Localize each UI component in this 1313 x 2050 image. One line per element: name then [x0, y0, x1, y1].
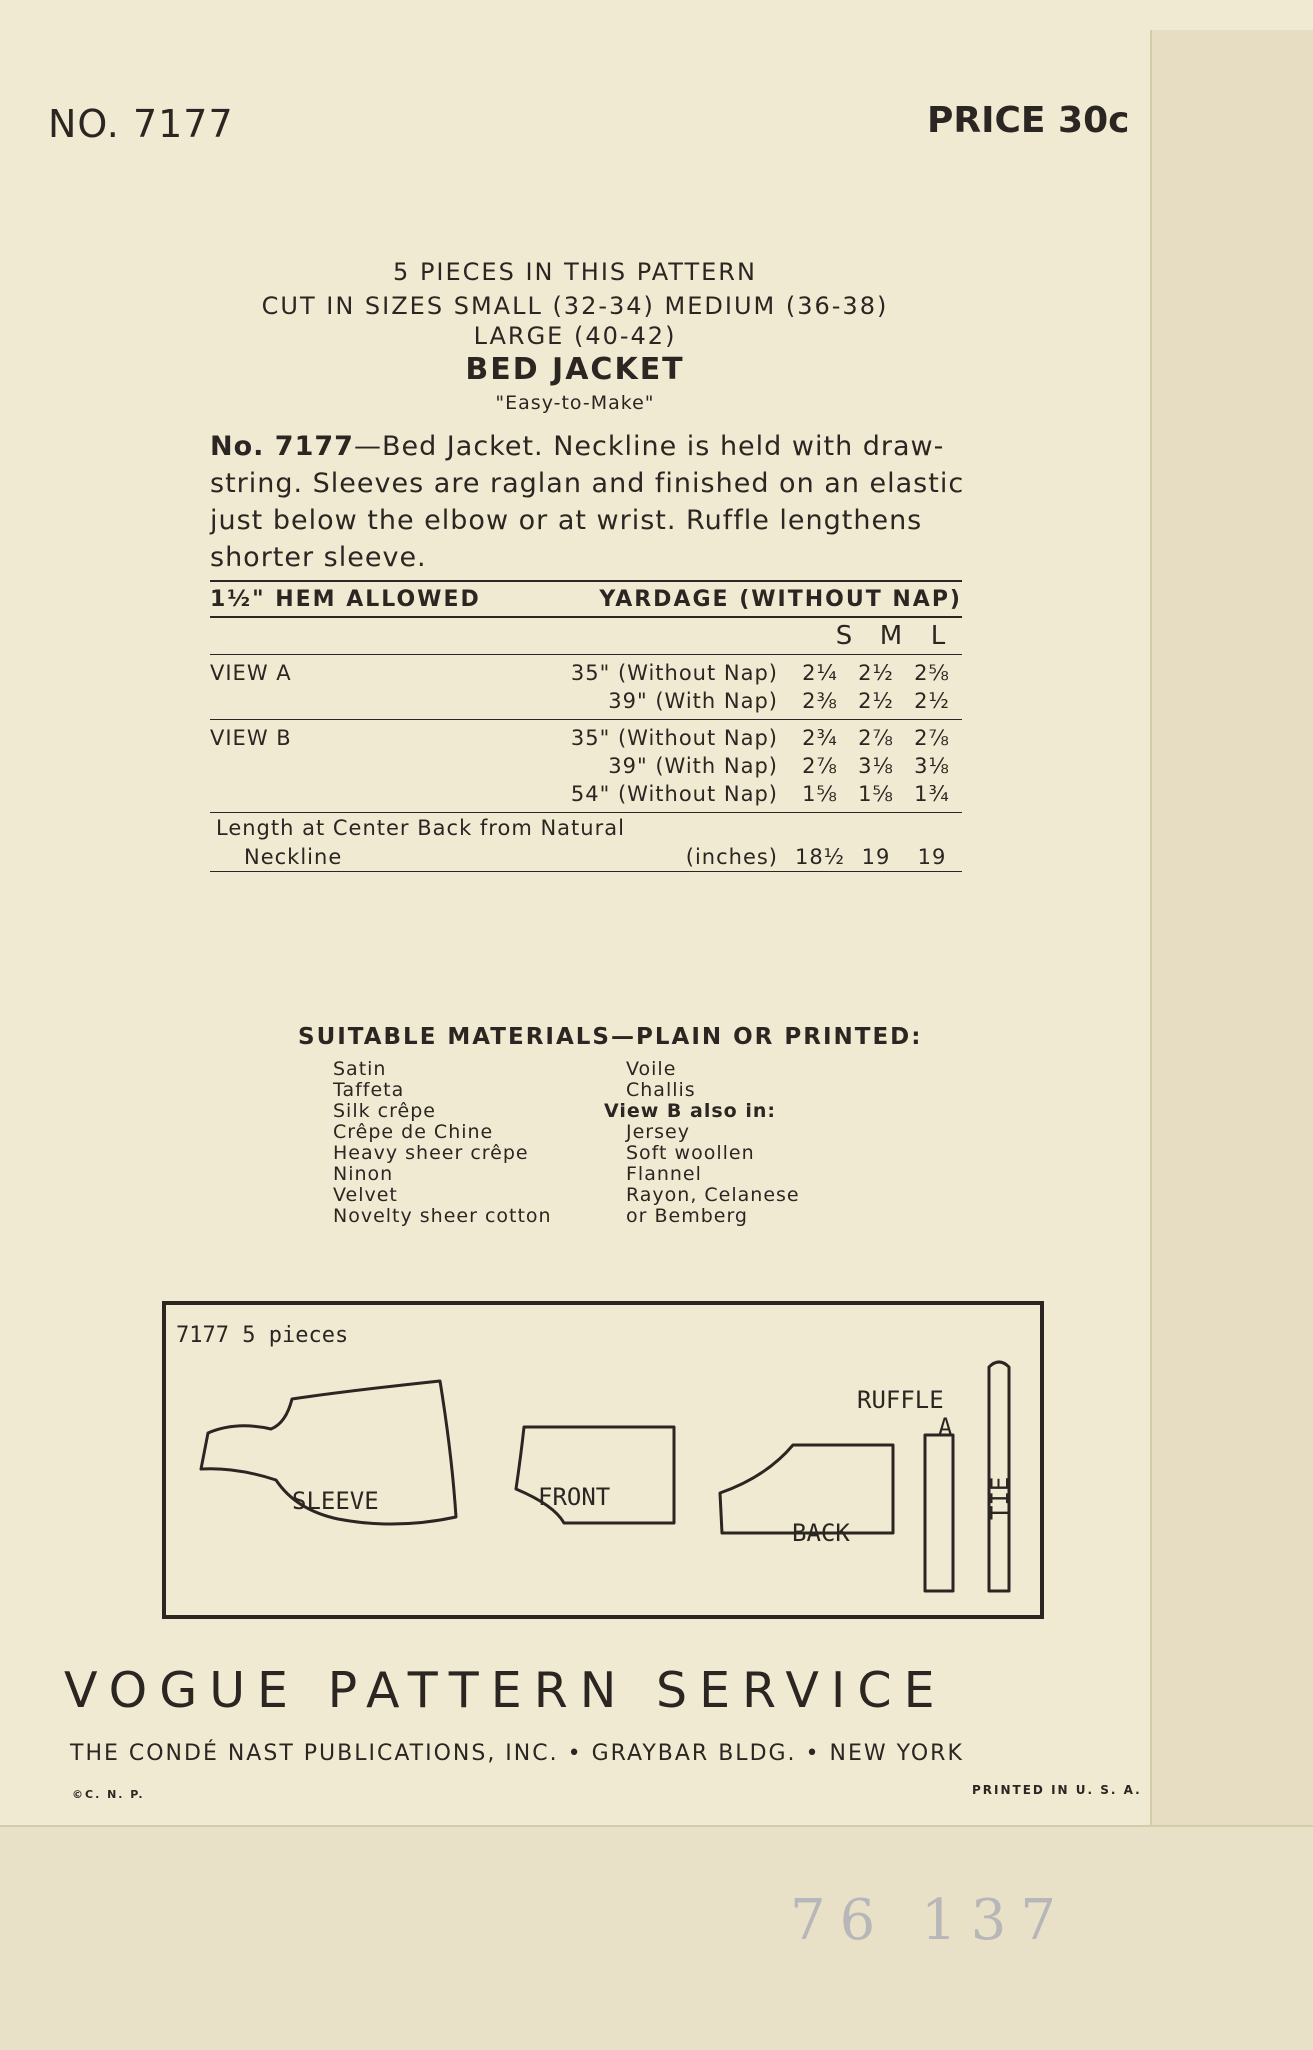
price: PRICE 30c	[927, 100, 1130, 141]
copyright: ©C. N. P.	[72, 1788, 145, 1801]
length-l: 19	[917, 845, 947, 869]
sizes-line-1: CUT IN SIZES SMALL (32-34) MEDIUM (36-38)	[261, 292, 889, 320]
view-b-group	[210, 720, 962, 812]
table-rule	[210, 871, 962, 872]
material-item: Crêpe de Chine	[333, 1121, 494, 1143]
table-row	[210, 687, 962, 715]
material-item: Heavy sheer crêpe	[333, 1142, 529, 1164]
hem-allowed-label: 1½" HEM ALLOWED	[210, 586, 481, 612]
materials-column-1	[333, 1059, 552, 1227]
yardage-table	[210, 580, 962, 872]
material-item: Voile	[626, 1058, 677, 1080]
yardage-s: 2⅜	[802, 689, 838, 713]
fabric-width: 35" (Without Nap)	[570, 661, 778, 685]
pieces-count: 5 PIECES IN THIS PATTERN	[393, 258, 757, 286]
size-medium: M	[879, 621, 904, 651]
yardage-s: 2¼	[802, 661, 838, 685]
diagram-label: 7177 5 pieces	[176, 1323, 349, 1348]
length-m: 19	[861, 845, 891, 869]
yardage-m: 2⅞	[858, 726, 894, 750]
tie-piece	[989, 1362, 1009, 1591]
length-label: Length at Center Back from Natural	[216, 816, 625, 840]
length-unit: (inches)	[685, 845, 778, 869]
pattern-title: BED JACKET	[465, 352, 685, 387]
sleeve-label: SLEEVE	[292, 1487, 379, 1515]
material-item: or Bemberg	[626, 1205, 748, 1227]
material-item: Novelty sheer cotton	[333, 1205, 552, 1227]
table-row	[210, 724, 962, 752]
size-header-row	[210, 618, 962, 654]
material-item: Soft woollen	[626, 1142, 755, 1164]
view-label: VIEW A	[210, 661, 292, 685]
yardage-s: 2¾	[802, 726, 838, 750]
material-item: Jersey	[626, 1121, 690, 1143]
fabric-width: 39" (With Nap)	[608, 754, 778, 778]
material-item: Rayon, Celanese	[626, 1184, 800, 1206]
pattern-number: NO. 7177	[48, 102, 234, 146]
bottom-flap	[0, 1825, 1313, 2050]
length-s: 18½	[794, 845, 846, 869]
sizes-line-2: LARGE (40-42)	[473, 322, 677, 350]
yardage-m: 1⅝	[858, 782, 894, 806]
material-item: Velvet	[333, 1184, 398, 1206]
yardage-s: 1⅝	[802, 782, 838, 806]
material-item: Silk crêpe	[333, 1100, 436, 1122]
material-item: Satin	[333, 1058, 387, 1080]
tie-label: TIE	[986, 1476, 1014, 1520]
view-label: VIEW B	[210, 726, 292, 750]
ruffle-piece	[925, 1435, 953, 1591]
table-header	[210, 582, 962, 616]
fabric-width: 35" (Without Nap)	[570, 726, 778, 750]
yardage-s: 2⅞	[802, 754, 838, 778]
materials-column-2	[604, 1058, 800, 1227]
front-label: FRONT	[538, 1483, 611, 1511]
pattern-pieces-diagram	[162, 1301, 1044, 1619]
fabric-width: 39" (With Nap)	[608, 689, 778, 713]
yardage-l: 3⅛	[914, 754, 950, 778]
table-row	[210, 780, 962, 808]
yardage-m: 2½	[858, 661, 894, 685]
printed-in: PRINTED IN U. S. A.	[972, 1783, 1142, 1797]
size-small: S	[835, 621, 854, 651]
material-item: Flannel	[626, 1163, 702, 1185]
view-a-group	[210, 655, 962, 719]
length-label-2: Neckline	[244, 845, 343, 869]
material-item: Challis	[626, 1079, 696, 1101]
yardage-l: 2⅝	[914, 661, 950, 685]
length-row-2	[210, 843, 962, 871]
yardage-l: 2⅞	[914, 726, 950, 750]
description-text: —Bed Jacket. Neckline is held with draw-string. Sleeves are raglan and finished on an elastic just below the elbow or at wrist. Ruffle lengthens shorter sleeve.	[210, 431, 965, 573]
view-b-materials-heading: View B also in:	[604, 1100, 776, 1122]
length-row-1	[210, 813, 962, 843]
description-lead: No. 7177	[210, 431, 354, 462]
table-row	[210, 659, 962, 687]
publisher-line: THE CONDÉ NAST PUBLICATIONS, INC. • GRAYBAR BLDG. • NEW YORK	[70, 1741, 964, 1766]
ruffle-view-label: A	[938, 1413, 953, 1441]
side-flap	[1150, 30, 1313, 1860]
pattern-pieces-drawing	[166, 1305, 1040, 1615]
yardage-m: 3⅛	[858, 754, 894, 778]
yardage-m: 2½	[858, 689, 894, 713]
ruffle-label: RUFFLE	[857, 1386, 944, 1414]
material-item: Ninon	[333, 1163, 394, 1185]
yardage-l: 1¾	[914, 782, 950, 806]
yardage-l: 2½	[914, 689, 950, 713]
fabric-width: 54" (Without Nap)	[570, 782, 778, 806]
brand-name: VOGUE PATTERN SERVICE	[64, 1662, 947, 1719]
pattern-subtitle: "Easy-to-Make"	[495, 392, 655, 414]
table-row	[210, 752, 962, 780]
description	[210, 428, 965, 576]
back-label: BACK	[792, 1519, 850, 1547]
materials-heading: SUITABLE MATERIALS—PLAIN OR PRINTED:	[298, 1024, 923, 1050]
pencil-note: 76 137	[790, 1888, 1070, 1953]
material-item: Taffeta	[333, 1079, 405, 1101]
yardage-label: YARDAGE (WITHOUT NAP)	[599, 586, 962, 612]
size-large: L	[930, 621, 947, 651]
